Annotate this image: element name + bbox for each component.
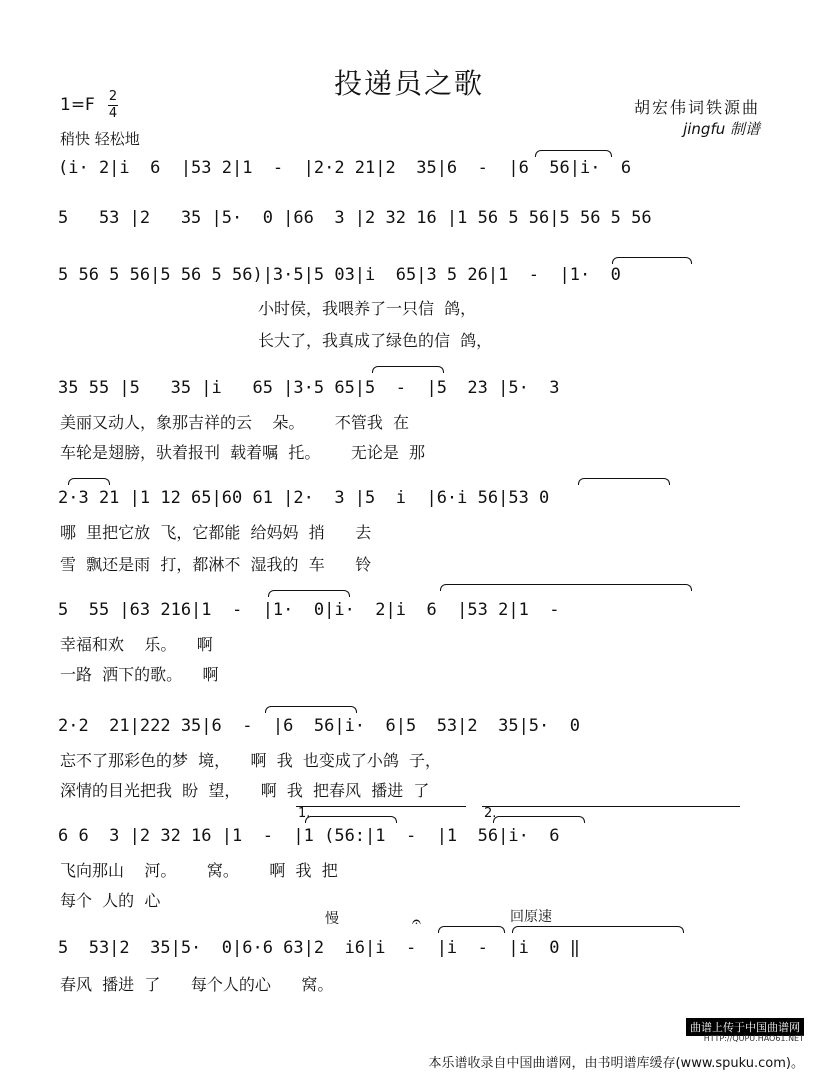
- slow-marking: 慢: [325, 911, 339, 927]
- lyric-line-13: 春风 播进 了 每个人的心 窝。: [60, 975, 334, 994]
- volta-1-bracket: [296, 806, 466, 807]
- resume-tempo-marking: 回原速: [510, 909, 552, 925]
- lyric-line-9: 忘不了那彩色的梦 境， 啊 我 也变成了小鸽 子，: [60, 751, 442, 770]
- notation-line-6: 5 55 |63 216|1 - |1· 0|i· 2|i 6 |53 2|1 -: [58, 600, 560, 620]
- notation-line-3: 5 56 5 56|5 56 5 56)|3·5|5 03|i 65|3 5 26|1 - |1· 0: [58, 265, 621, 285]
- lyric-line-10: 深情的目光把我 盼 望， 啊 我 把春风 播进 了: [60, 781, 430, 800]
- lyric-line-4: 车轮是翅膀，驮着报刊 载着嘱 托。 无论是 那: [60, 443, 426, 462]
- transcriber: jingfu 制谱: [683, 120, 760, 138]
- source-note: 本乐谱收录自中国曲谱网，由书明谱库缓存(www.spuku.com)。: [428, 1056, 804, 1071]
- lyric-line-8: 一路 洒下的歌。 啊: [60, 665, 219, 684]
- lyric-line-5: 哪 里把它放 飞，它都能 给妈妈 捎 去: [60, 523, 372, 542]
- notation-line-2: 5 53 |2 35 |5· 0 |66 3 |2 32 16 |1 56 5 56|5 56 5 56: [58, 208, 652, 228]
- lyric-line-2: 长大了，我真成了绿色的信 鸽，: [258, 331, 493, 350]
- fermata-icon: 𝄐: [412, 912, 421, 931]
- site-badge: 曲谱上传于中国曲谱网: [686, 1018, 804, 1036]
- notation-line-4: 35 55 |5 35 |i 65 |3·5 65|5 - |5 23 |5· 3: [58, 378, 560, 398]
- volta-2-bracket: [482, 806, 740, 807]
- lyric-line-6: 雪 飘还是雨 打，都淋不 湿我的 车 铃: [60, 555, 372, 574]
- time-top: 2: [108, 89, 118, 104]
- lyric-line-3: 美丽又动人，象那吉祥的云 朵。 不管我 在: [60, 413, 410, 432]
- notation-line-8: 6 6 3 |2 32 16 |1 - |1 (56:|1 - |1 56|i· 6: [58, 826, 560, 846]
- time-bottom: 4: [108, 106, 118, 121]
- lyric-line-1: 小时侯，我喂养了一只信 鸽，: [258, 299, 477, 318]
- credits: 胡宏伟词铁源曲: [633, 98, 760, 117]
- lyric-line-12: 每个 人的 心: [60, 891, 161, 910]
- key-signature: 1=F: [60, 95, 95, 115]
- notation-line-7: 2·2 21|222 35|6 - |6 56|i· 6|5 53|2 35|5· 0: [58, 716, 580, 736]
- time-signature: [108, 90, 118, 121]
- notation-line-1: (i· 2|i 6 |53 2|1 - |2·2 21|2 35|6 - |6 56|i· 6: [58, 158, 632, 178]
- volta-2-label: 2.: [484, 806, 497, 821]
- site-url: HTTP://QUPU.HAO61.NET: [703, 1034, 804, 1043]
- lyric-line-11: 飞向那山 河。 窝。 啊 我 把: [60, 861, 338, 880]
- tempo-marking: 稍快 轻松地: [60, 130, 140, 148]
- lyric-line-7: 幸福和欢 乐。 啊: [60, 635, 213, 654]
- page-title: 投递员之歌: [333, 67, 484, 100]
- volta-1-label: 1.: [298, 806, 311, 821]
- notation-line-5: 2·3 21 |1 12 65|60 61 |2· 3 |5 i |6·i 56|53 0: [58, 488, 550, 508]
- notation-line-9: 5 53|2 35|5· 0|6·6 63|2 i6|i - |i - |i 0 ‖: [58, 938, 580, 958]
